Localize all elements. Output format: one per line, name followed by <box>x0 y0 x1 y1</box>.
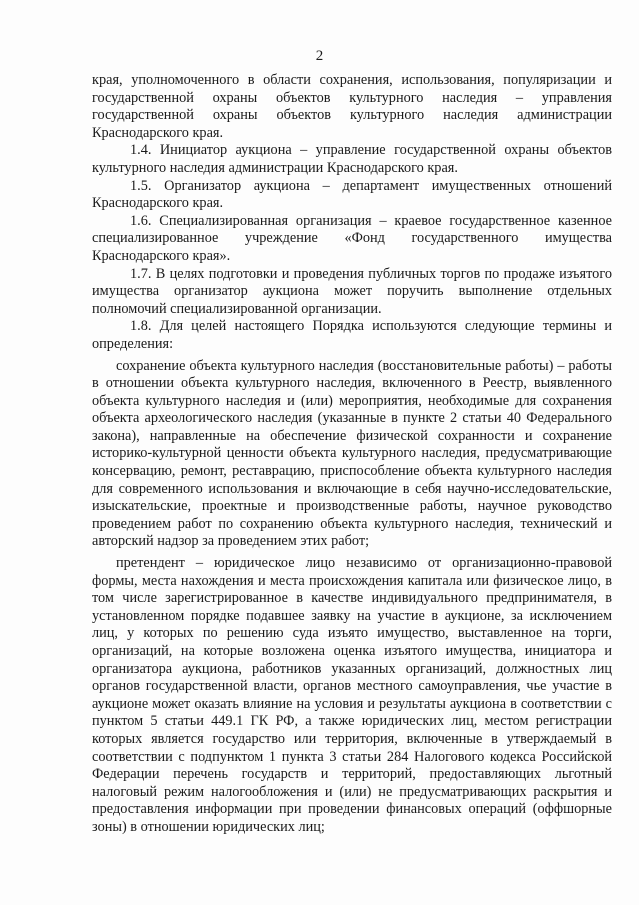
term-definition-applicant: претендент – юридическое лицо независимо от организационно-правовой формы, места нахождения и места происхождения капитала или физическое лицо, в том числе зарегистрированное в качестве индивидуального предпринимателя, в установленном порядке подавшее заявку на участие в аукционе, за исключением лиц, у которых по решению суда изъято имущество, выставленное на торги, организаций, на которые возложена оценка изъятого имущества, инициатора и организатора аукциона, работников указанных организаций, должностных лиц органов государственной власти, органов местного самоуправления, чье участие в аукционе может оказать влияние на условия и результаты аукциона в соответствии с пунктом 5 статьи 449.1 ГК РФ, а также юридических лиц, местом регистрации которых является государство или территория, включенные в утверждаемый в соответствии с подпунктом 1 пункта 3 статьи 284 Налогового кодекса Российской Федерации перечень государств и территорий, предоставляющих льготный налоговый режим налогообложения и (или) не предусматривающих раскрытия и предоставления информации при проведении финансовых операций (оффшорные зоны) в отношении юридических лиц; <box>92 555 612 835</box>
paragraph-continuation: края, уполномоченного в области сохранения, использования, популяризации и государственной охраны объектов культурного наследия – управления государственной охраны объектов культурного наследия администрации Краснодарского края. <box>92 72 612 141</box>
paragraph-1-5: 1.5. Организатор аукциона – департамент имущественных отношений Краснодарского края. <box>92 177 612 212</box>
paragraph-1-4: 1.4. Инициатор аукциона – управление государственной охраны объектов культурного наследия администрации Краснодарского края. <box>92 142 612 176</box>
paragraph-1-7: 1.7. В целях подготовки и проведения публичных торгов по продаже изъятого имущества организатор аукциона может поручить выполнение отдельных полномочий специализированной организации. <box>92 265 612 317</box>
page-number: 2 <box>315 48 324 64</box>
paragraph-1-6: 1.6. Специализированная организация – краевое государственное казенное специализированное учреждение «Фонд государственного имущества Краснодарского края». <box>92 212 612 264</box>
document-body <box>92 72 612 837</box>
paragraph-1-8: 1.8. Для целей настоящего Порядка используются следующие термины и определения: <box>92 318 612 352</box>
term-definition-preservation: сохранение объекта культурного наследия (восстановительные работы) – работы в отношении объекта культурного наследия, включенного в Реестр, выявленного объекта культурного наследия и (или) мероприятия, необходимые для сохранения объекта археологического наследия (указанные в пункте 2 статьи 40 Федерального закона), направленные на обеспечение физической сохранности и сохранение историко-культурной ценности объекта культурного наследия, предусматривающие консервацию, ремонт, реставрацию, приспособление объекта культурного наследия для современного использования и включающие в себя научно-исследовательские, изыскательские, проектные и производственные работы, научное руководство проведением работ по сохранению объекта культурного наследия, технический и авторский надзор за проведением этих работ; <box>92 357 612 550</box>
